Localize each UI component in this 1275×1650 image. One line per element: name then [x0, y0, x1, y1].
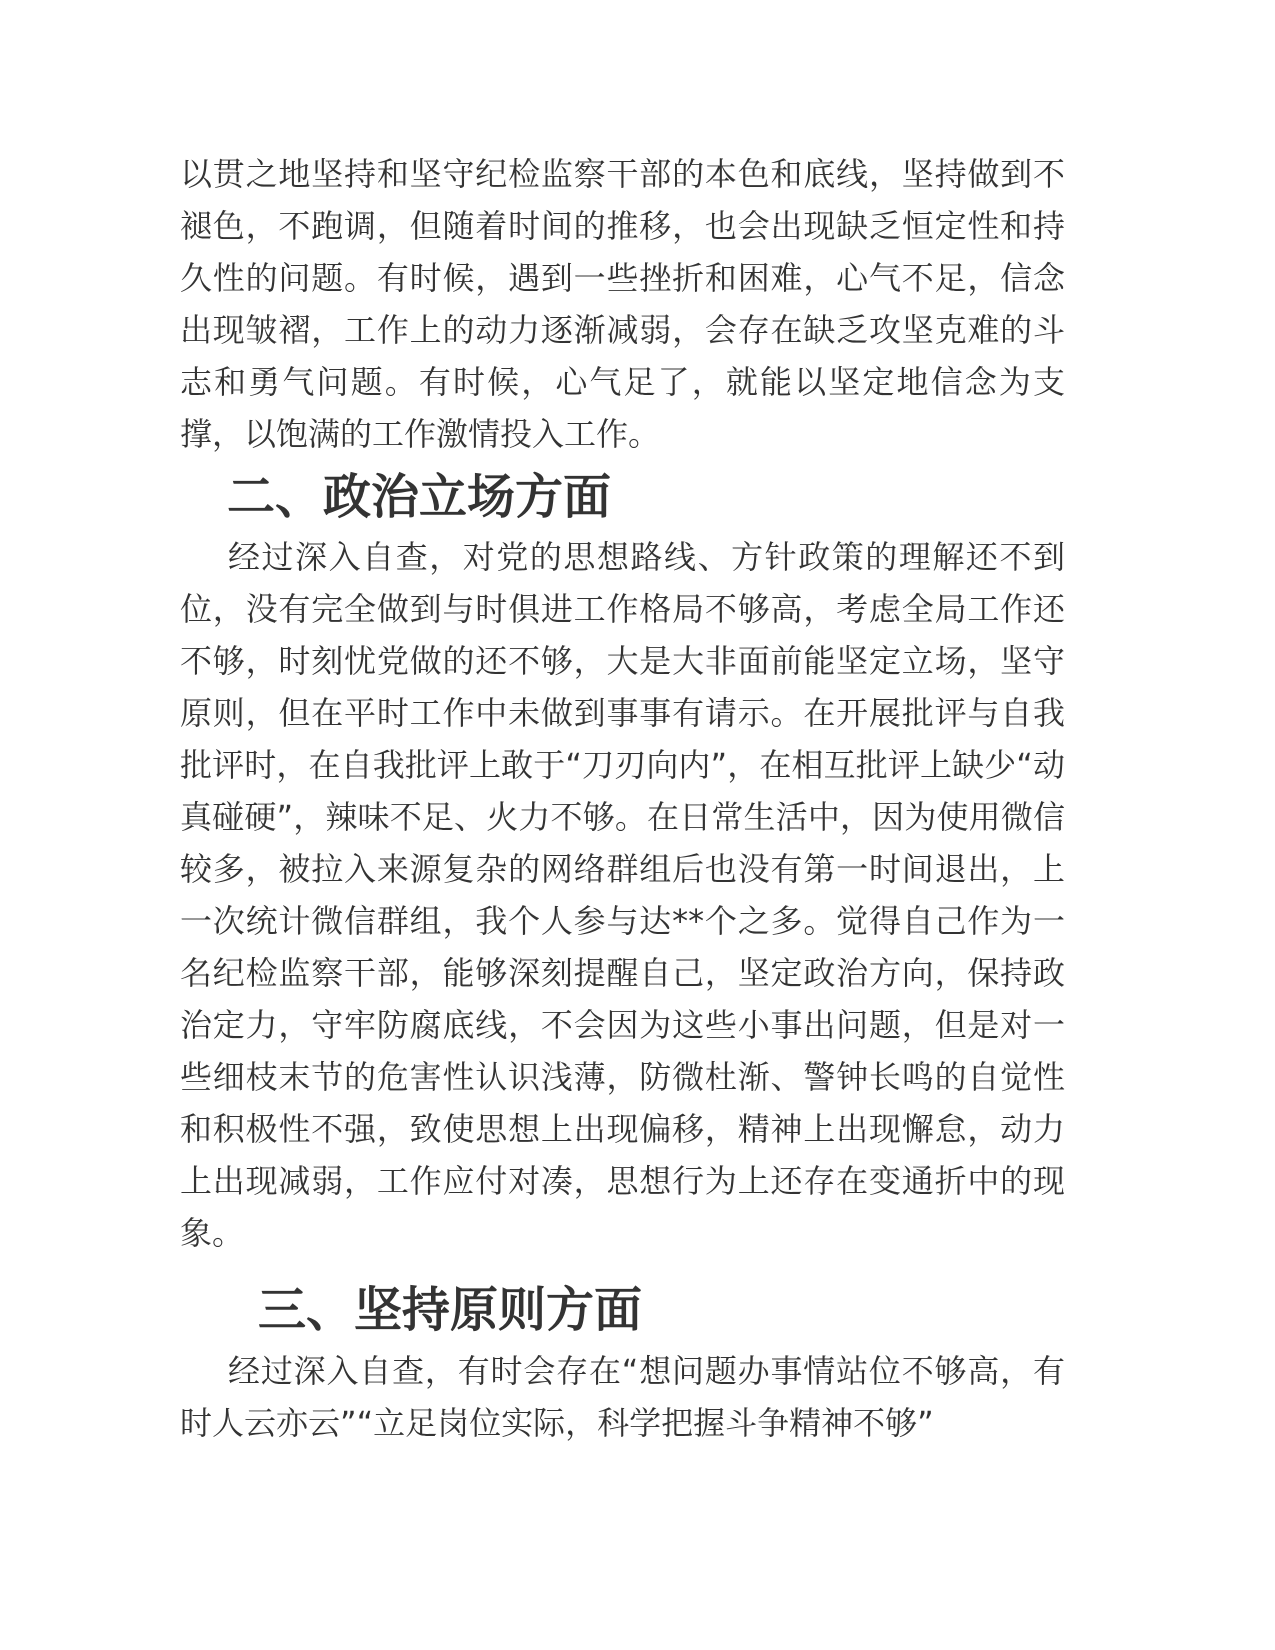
section-heading-political-stance: 二、政治立场方面 [227, 469, 612, 525]
paragraph-principles: 经过深入自查，有时会存在“想问题办事情站位不够高，有时人云亦云”“立足岗位实际，科学把握斗争精神不够” [180, 1352, 1065, 1442]
paragraph-continuation: 以贯之地坚持和坚守纪检监察干部的本色和底线，坚持做到不褪色，不跑调，但随着时间的推移，也会出现缺乏恒定性和持久性的问题。有时候，遇到一些挫折和困难，心气不足，信念出现皱褶，工作上的动力逐渐减弱，会存在缺乏攻坚克难的斗志和勇气问题。有时候，心气足了，就能以坚定地信念为支撑，以饱满的工作激情投入工作。 [180, 155, 1065, 453]
document-body [180, 148, 1065, 1449]
section-heading-principles: 三、坚持原则方面 [258, 1282, 643, 1338]
paragraph-political-stance: 经过深入自查，对党的思想路线、方针政策的理解还不到位，没有完全做到与时俱进工作格局不够高，考虑全局工作还不够，时刻忧党做的还不够，大是大非面前能坚定立场，坚守原则，但在平时工作中未做到事事有请示。在开展批评与自我批评时，在自我批评上敢于“刀刃向内”，在相互批评上缺少“动真碰硬”，辣味不足、火力不够。在日常生活中，因为使用微信较多，被拉入来源复杂的网络群组后也没有第一时间退出，上一次统计微信群组，我个人参与达**个之多。觉得自己作为一名纪检监察干部，能够深刻提醒自己，坚定政治方向，保持政治定力，守牢防腐底线，不会因为这些小事出问题，但是对一些细枝末节的危害性认识浅薄，防微杜渐、警钟长鸣的自觉性和积极性不强，致使思想上出现偏移，精神上出现懈怠，动力上出现减弱，工作应付对凑，思想行为上还存在变通折中的现象。 [180, 538, 1065, 1252]
